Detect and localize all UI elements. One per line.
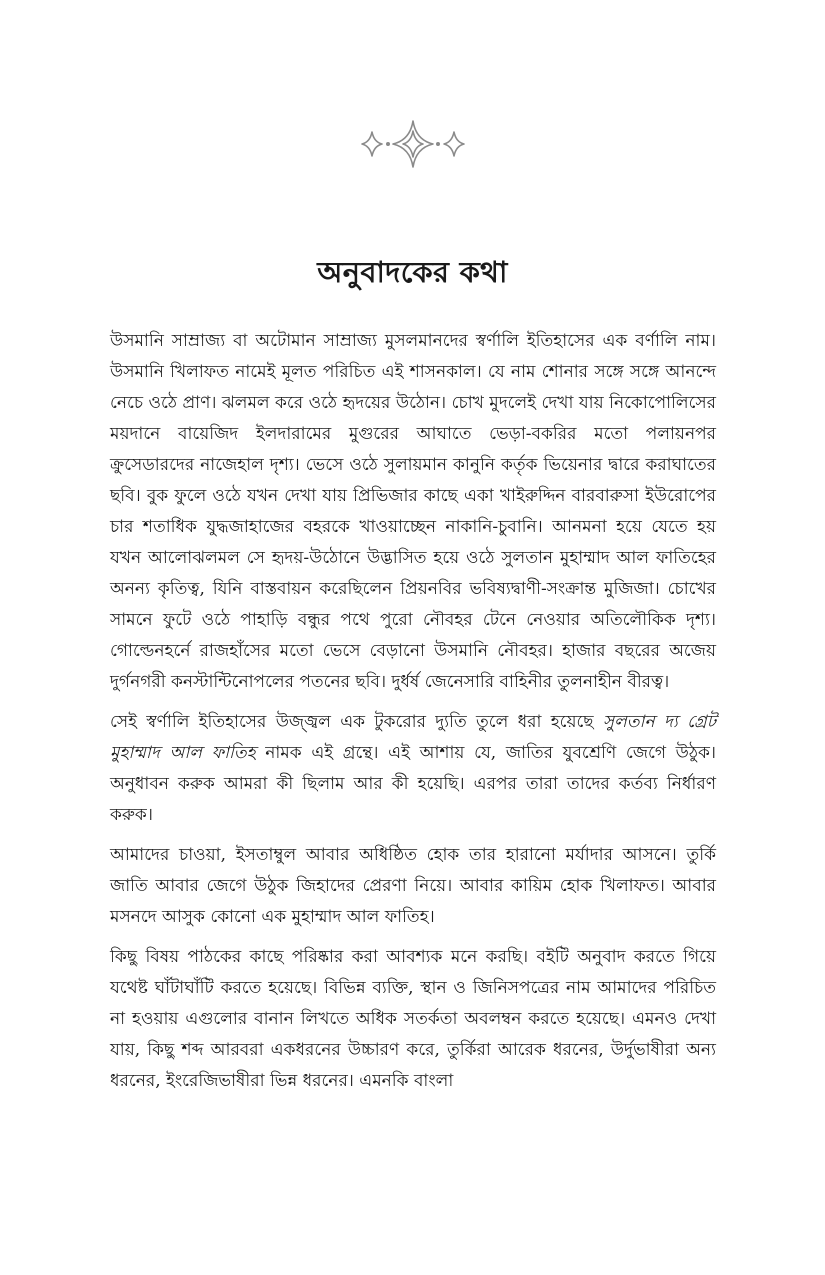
book-title-italic: সুলতান দ্য গ্রেট মুহাম্মাদ আল ফাতিহ: [110, 712, 716, 763]
paragraph-1-text: উসমানি সাম্রাজ্য বা অটোমান সাম্রাজ্য মুসলমানদের স্বর্ণালি ইতিহাসের এক বর্ণালি নাম। উসমানি খিলাফত নামেই মূলত পরিচিত এই শাসনকাল। যে নাম শোনার সঙ্গে সঙ্গে আনন্দে নেচে ওঠে প্রাণ। ঝলমল করে ওঠে হৃদয়ের উঠোন। চোখ মুদলেই দেখা যায় নিকোপোলিসের ময়দানে বায়েজিদ ইলদারামের মুগুরের আঘাতে ভেড়া-বকরির মতো পলায়নপর ক্রুসেডারদের নাজেহাল দৃশ্য। ভেসে ওঠে সুলায়মান কানুনি কর্তৃক ভিয়েনার দ্বারে করাঘাতের ছবি। বুক ফুলে ওঠে যখন দেখা যায় প্রিভিজার কাছে একা খাইরুদ্দিন বারবারুসা ইউরোপের চার শতাধিক যুদ্ধজাহাজের বহরকে খাওয়াচ্ছেন নাকানি-চুবানি। আনমনা হয়ে যেতে হয় যখন আলোঝলমল সে হৃদয়-উঠোনে উদ্ভাসিত হয়ে ওঠে সুলতান মুহাম্মাদ আল ফাতিহের অনন্য কৃতিত্ব, যিনি বাস্তবায়ন করেছিলেন প্রিয়নবির ভবিষ্যদ্বাণী-সংক্রান্ত মুজিজা। চোখের সামনে ফুটে ওঠে পাহাড়ি বন্ধুর পথে পুরো নৌবহর টেনে নেওয়ার অতিলৌকিক দৃশ্য। গোল্ডেনহর্নে রাজহাঁসের মতো ভেসে বেড়ানো উসমানি নৌবহর। হাজার বছরের অজেয় দুর্গনগরী কনস্টান্টিনোপলের পতনের ছবি। দুর্ধর্ষ জেনেসারি বাহিনীর তুলনাহীন বীরত্ব।: [110, 331, 716, 692]
page-title: অনুবাদকের কথা: [317, 255, 508, 289]
paragraph-2: [110, 707, 716, 831]
paragraph-1: [110, 326, 716, 698]
paragraph-2-text-end: নামক এই গ্রন্থে। এই আশায় যে, জাতির যুবশ্রেণি জেগে উঠুক। অনুধাবন করুক আমরা কী ছিলাম আর কী হয়েছি। এরপর তারা তাদের কর্তব্য নির্ধারণ করুক।: [110, 743, 716, 825]
paragraph-4: [110, 942, 716, 1097]
paragraph-4-text: কিছু বিষয় পাঠকের কাছে পরিষ্কার করা আবশ্যক মনে করছি। বইটি অনুবাদ করতে গিয়ে যথেষ্ট ঘাঁটাঘাঁটি করতে হয়েছে। বিভিন্ন ব্যক্তি, স্থান ও জিনিসপত্রের নাম আমাদের পরিচিত না হওয়ায় এগুলোর বানান লিখতে অধিক সতর্কতা অবলম্বন করতে হয়েছে। এমনও দেখা যায়, কিছু শব্দ আরবরা একধরনের উচ্চারণ করে, তুর্কিরা আরেক ধরনের, উর্দুভাষীরা অন্য ধরনের, ইংরেজিভাষীরা ভিন্ন ধরনের। এমনকি বাংলা: [110, 947, 716, 1091]
paragraph-3-text: আমাদের চাওয়া, ইসতাম্বুল আবার অধিষ্ঠিত হোক তার হারানো মর্যাদার আসনে। তুর্কি জাতি আবার জেগে উঠুক জিহাদের প্রেরণা নিয়ে। আবার কায়িম হোক খিলাফত। আবার মসনদে আসুক কোনো এক মুহাম্মাদ আল ফাতিহ।: [110, 845, 716, 927]
paragraph-2-text-start: সেই স্বর্ণালি ইতিহাসের উজ্জ্বল এক টুকরোর দ্যুতি তুলে ধরা হয়েছে: [110, 712, 603, 732]
body-text: [110, 326, 716, 1106]
diamond-star-ornament-icon: [358, 118, 468, 170]
paragraph-3: [110, 840, 716, 933]
